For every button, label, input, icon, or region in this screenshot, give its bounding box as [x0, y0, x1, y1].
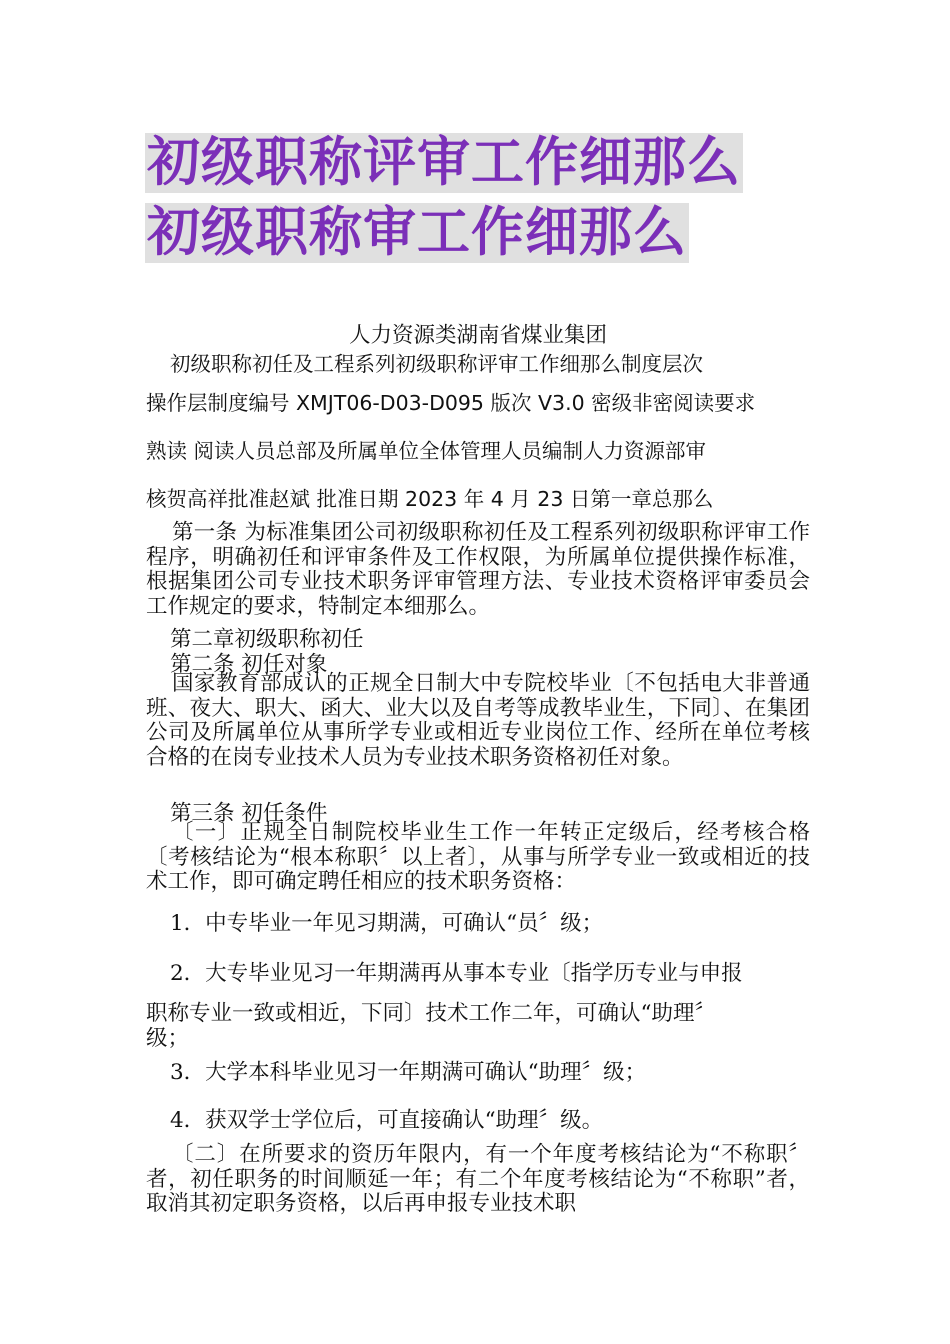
meta-line-4: 核贺高祥批准赵斌 批准日期 2023 年 4 月 23 日第一章总那么: [146, 487, 714, 511]
list-item-2-line-3: 级；: [146, 1026, 190, 1051]
list-item-4: 4．获双学士学位后，可直接确认“助理〞级。: [170, 1108, 604, 1133]
chapter-2-heading: 第二章初级职称初任: [170, 627, 364, 652]
article-2-body: 国家教育部成认的正规全日制大中专院校毕业〔不包括电大非普通班、夜大、职大、函大、业大以及自考等成教毕业生，下同〕、在集团公司及所属单位从事所学专业或相近专业岗位工作、经所在单位考核合格的在岗专业技术人员为专业技术职务资格初任对象。: [146, 671, 810, 770]
condition-2: 〔二〕在所要求的资历年限内，有一个年度考核结论为“不称职〞者，初任职务的时间顺延一年；有二个年度考核结论为“不称职”者，取消其初定职务资格，以后再申报专业技术职: [146, 1142, 810, 1216]
document-title-line-1: 初级职称评审工作细那么: [147, 132, 741, 193]
article-2-heading: 第二条 初任对象: [170, 652, 328, 677]
condition-1: 〔一〕正规全日制院校毕业生工作一年转正定级后，经考核合格〔考核结论为“根本称职〞以上者〕，从事与所学专业一致或相近的技术工作，即可确定聘任相应的技术职务资格：: [146, 820, 810, 894]
list-item-2-line-2: 职称专业一致或相近，下同〕技术工作二年，可确认“助理〞: [146, 1001, 716, 1026]
organization-name: 人力资源类湖南省煤业集团: [348, 323, 607, 348]
list-item-2-line-1: 2．大专毕业见习一年期满再从事本专业〔指学历专业与申报: [170, 961, 743, 986]
article-3-heading: 第三条 初任条件: [170, 801, 328, 826]
meta-line-3: 熟读 阅读人员总部及所属单位全体管理人员编制人力资源部审: [146, 439, 707, 463]
article-1: 第一条 为标准集团公司初级职称初任及工程系列初级职称评审工作程序，明确初任和评审条件及工作权限，为所属单位提供操作标准，根据集团公司专业技术职务评审管理方法、专业技术资格评审委员会工作规定的要求，特制定本细那么。: [146, 520, 810, 619]
list-item-1: 1．中专毕业一年见习期满，可确认“员〞级；: [170, 911, 604, 936]
meta-line-2: 操作层制度编号 XMJT06-D03-D095 版次 V3.0 密级非密阅读要求: [146, 391, 756, 415]
list-item-3: 3．大学本科毕业见习一年期满可确认“助理〞级；: [170, 1060, 647, 1085]
meta-line-1: 初级职称初任及工程系列初级职称评审工作细那么制度层次: [170, 352, 703, 376]
document-title-line-2: 初级职称审工作细那么: [147, 202, 687, 263]
